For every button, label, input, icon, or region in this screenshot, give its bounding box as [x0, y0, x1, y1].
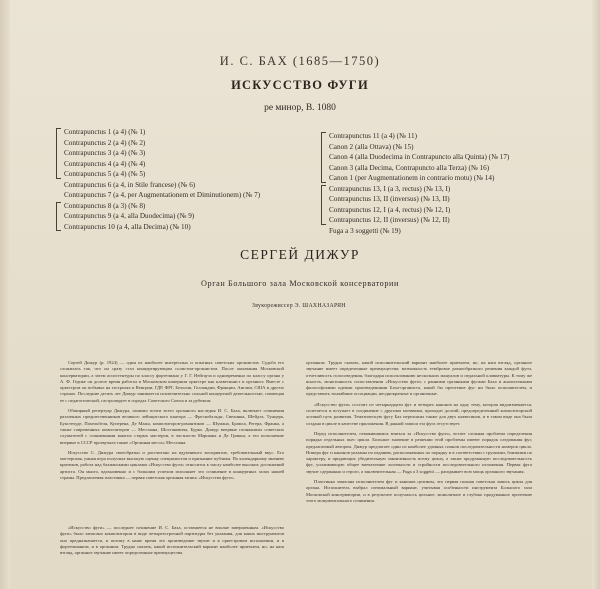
track-group-bracket [56, 128, 61, 179]
notes-paragraph: Перед исполнителем, отважившимся взяться за «Искусство фуги», встает сложная проблема определения порядка отдельных пьес цикла. Большое значение в решении этой проблемы имеют порядок следования фуг, предлагаемый автором. Дижур предлагает один из наиболее удачных планов последовательности номеров цикла. Номера фуг и канонов указаны по изданию, расположенных по порядку и в соответствии с группами, близкими по характеру, и придающих убедительную законченность всему циклу, а также продуманную последовательность фуг, усиливающую общее впечатление логичности и стройности последовательного изложения. Первая фуга звучит сдержанно и строго, а заключительная — Fuga a 3 soggetti — раскрывает всю мощь органного звучания. [306, 430, 532, 474]
track-title: Contrapunctus 2 (a 4) (№ 2) [64, 138, 146, 147]
track-title: Canon 3 (alla Decima, Contrapuncto alla Terza) (№ 16) [329, 163, 490, 172]
track-group [60, 127, 310, 180]
key-catalog-number: ре минор, В. 1080 [264, 103, 336, 113]
sound-engineer-credit: Звукорежиссер Э. ШАХНАЗАРЯН [252, 303, 346, 309]
track-group-bracket [56, 202, 61, 232]
track-title: Contrapunctus 6 (a 4, in Stile francese) (№ 6) [64, 180, 196, 189]
track-single-group [325, 226, 575, 237]
notes-paragraph: Пластинка записана исполнителем фуг и канонов целиком, это первая полная советская запись цикла для органа. Исполнитель выбрал оптимальный вариант, учитывая особенности инструмента Большого зала Московской консерватории, и в результате получилось цельное, монолитное и глубоко продуманное прочтение этого монументального сочинения. [306, 479, 532, 503]
performer-name: СЕРГЕЙ ДИЖУР [240, 247, 360, 262]
track-title: Fuga a 3 soggetti (№ 19) [329, 226, 401, 235]
venue-line: Орган Большого зала Московской консерватории [200, 279, 400, 288]
track-title: Contrapunctus 13, I (a 3, rectus) (№ 13, I) [329, 184, 451, 193]
track-title: Canon 4 (alla Duodecima in Contrapuncto alla Quinta) (№ 17) [329, 153, 510, 161]
track-title: Contrapunctus 8 (a 3) (№ 8) [64, 201, 146, 210]
track-title: Contrapunctus 11 (a 4) (№ 11) [329, 132, 417, 140]
notes-paragraph: «Искусство фуги» состоит из четырнадцати фуг и четырех канонов на одну тему, которая видоизменяется, сплетается и вступает в соединение с другими мотивами, проходит долгий, предопределенный композиторской логикой путь развития. Тематическую фугу Бах переложил также для двух клавесинов, и в таком виде она была создана в цикле в качестве приложения. В данной записи эта фуга отсутствует. [306, 401, 532, 426]
track-title: Canon 2 (alla Ottava) (№ 15) [329, 142, 414, 151]
track-group [325, 131, 575, 184]
track-title: Contrapunctus 3 (a 4) (№ 3) [64, 149, 146, 157]
track-title: Contrapunctus 12, I (a 4, rectus) (№ 12, I) [329, 205, 451, 214]
tracklist-right [325, 131, 575, 236]
track-title: Contrapunctus 5 (a 4) (№ 5) [64, 170, 146, 178]
track-title: Contrapunctus 4 (a 4) (№ 4) [64, 159, 146, 168]
notes-paragraph: Обширный репертуар Дижура, помимо почти всего органного наследия И. С. Баха, включает сочинения различных предшественников великого лейпцигского кантора — Фрескобальди, Свелинка, Шейдта, Тунцера, Букстехуде, Пахельбеля, Куперена, Де Мажа, композиторов-романтиков — Шумана, Брамса, Регера, Франка, а также современных композиторов — Мессиана, Шостаковича, Бурко. Дижур впервые познакомил советских слушателей с сочинениями многих старых мастеров, в частности Маршана и Де Гриньи, а его исполнение впервые в СССР прозвучала также «Органная месса» Мессиана. [60, 408, 284, 445]
track-title: Contrapunctus 9 (a 4, alla Duodecima) (№ 9) [64, 212, 195, 220]
track-title: Contrapunctus 13, II (inversus) (№ 13, II) [329, 195, 450, 203]
work-title: ИСКУССТВО ФУГИ [231, 78, 369, 92]
track-group [60, 201, 310, 233]
track-group-bracket [321, 132, 326, 183]
track-title: Contrapunctus 1 (a 4) (№ 1) [64, 128, 146, 136]
footnote-paragraph: «Искусство фуги» — последнее сочинение И. С. Баха, оставшееся не вполне завершенным. «Искусство фуги» было записано композитором в виде четырехстрочной партитуры без указания, для каких инструментов оно предназначается, и потому в наше время это произведение звучит и в оркестровом исполнении, и в фортепианном, и в органном. Трудно сказать, какой исполнительский вариант наиболее приемлем, но, на наш взгляд, органное звучание имеет определенные преимущества. [60, 525, 284, 556]
notes-paragraph: Сергей Дижур (р. 1924) — один из наиболее интересных и опытных советских органистов. Судьба его сложилась так, что он сразу стал концертирующим солистом-органистом. После окончания Московской консерватории, а затем ассистентуры по классу фортепиано у Г. Г. Нейгауза и одновременно по классу органа у А. Ф. Гедике он долгое время работал в Московском камерном оркестре как клавесинист и органист. Вместе с оркестром он побывал на гастролях в Венгрии, ГДР, ФРГ, Бельгии, Голландии, Франции, Англии, США и других странах. Последние десять лет Дижур занимается исключительно сольной концертной деятельностью, совмещая ее с педагогической, гастролирует в городах Советского Союза и за рубежом. [60, 360, 284, 403]
liner-notes-left-column [60, 360, 284, 485]
liner-notes-right-column [306, 360, 532, 508]
track-group-bracket [321, 185, 326, 225]
track-group [325, 184, 575, 226]
track-single-group [60, 180, 310, 201]
tracklist-left [60, 127, 310, 232]
track-title: Contrapunctus 10 (a 4, alla Decima) (№ 10) [64, 222, 191, 231]
liner-notes-footnote [60, 525, 284, 556]
track-title: Canon 1 (per Augmentationem in contrario motu) (№ 14) [329, 174, 495, 182]
composer-heading: И. С. БАХ (1685—1750) [219, 54, 381, 68]
notes-paragraph: Искусство С. Дижура своеобразно и рассчитано на вдумчивого восприятие, требовательный вкус. Его мастерская, умная игра получила высокую оценку специалистов и признание публики. По календарному мнению критиков, работа над бахианскими циклами «Искусство фуги» относится к числу наиболее высоких достижений артиста. Он много, вдохновенно и с большим успехом исполняет это сочинение в концертных залах нашей страны. Предлагаемая пластинка — первая советская органная запись «Искусства фуги». [60, 449, 284, 481]
notes-paragraph: органном. Трудно сказать, какой исполнительский вариант наиболее приемлем, но, на наш взгляд, органное звучание имеет определенные преимущества: возможность тембровое разнообразного решения каждой фуги, отчетливость голосоведения, благодаря использованию нескольких мануалов и педальной клавиатуры. К тому же ясность, монотонность сопоставлении «Искусство фуги» с ранними органными фугами Баха и аналогичными философскими идеями произведениями Баха-органиста, какой бы прочтение фуг ни было исполнителем, и представить тончайшие ассоциации, неоднократные и органичные. [306, 360, 532, 397]
track-title: Contrapunctus 12, II (inversus) (№ 12, II) [329, 216, 450, 224]
track-title: Contrapunctus 7 (a 4, per Augmentationem et Diminutionem) (№ 7) [64, 191, 261, 199]
